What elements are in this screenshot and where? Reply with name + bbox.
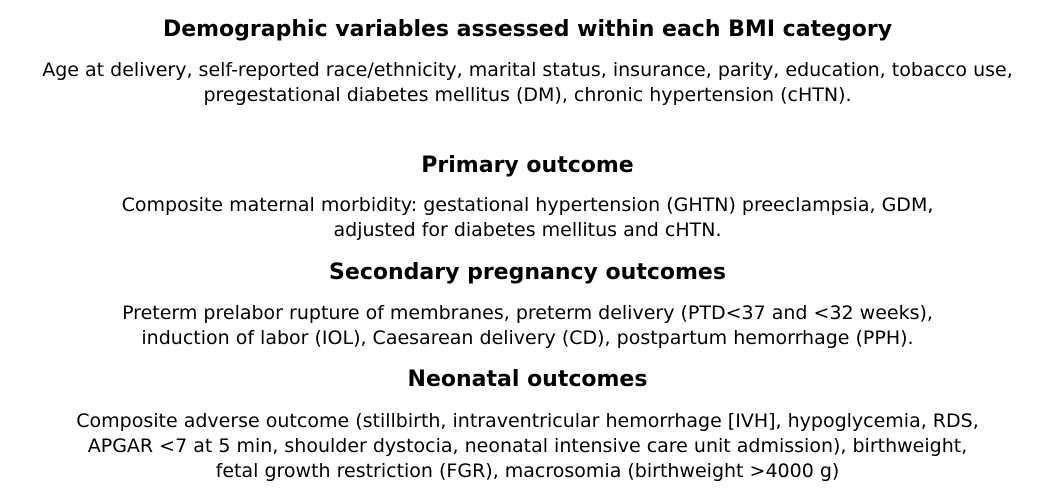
body-line: Preterm prelabor rupture of membranes, preterm delivery (PTD<37 and <32 weeks),	[122, 302, 933, 324]
body-line: Composite adverse outcome (stillbirth, intraventricular hemorrhage [IVH], hypoglycemia, RDS,	[76, 410, 979, 432]
body-line: Composite maternal morbidity: gestational hypertension (GHTN) preeclampsia, GDM,	[121, 194, 934, 216]
section-heading: Secondary pregnancy outcomes	[329, 260, 726, 285]
section-neonatal-outcomes	[0, 367, 1055, 484]
section-heading: Primary outcome	[421, 153, 634, 178]
section-body	[0, 193, 1055, 243]
section-body	[0, 58, 1055, 108]
body-line: induction of labor (IOL), Caesarean delivery (CD), postpartum hemorrhage (PPH).	[141, 327, 914, 349]
body-line: Age at delivery, self-reported race/ethnicity, marital status, insurance, parity, education, tobacco use,	[42, 59, 1013, 81]
section-primary-outcome	[0, 153, 1055, 243]
section-heading: Demographic variables assessed within each BMI category	[162, 17, 893, 42]
body-line: APGAR <7 at 5 min, shoulder dystocia, neonatal intensive care unit admission), birthweight,	[87, 435, 968, 457]
body-line: pregestational diabetes mellitus (DM), chronic hypertension (cHTN).	[203, 84, 852, 106]
section-demographics	[0, 17, 1055, 108]
section-body	[0, 409, 1055, 484]
section-heading: Neonatal outcomes	[407, 367, 648, 392]
body-line: fetal growth restriction (FGR), macrosomia (birthweight >4000 g)	[215, 460, 840, 482]
body-line: adjusted for diabetes mellitus and cHTN.	[333, 219, 722, 241]
section-secondary-outcomes	[0, 260, 1055, 351]
section-body	[0, 301, 1055, 351]
